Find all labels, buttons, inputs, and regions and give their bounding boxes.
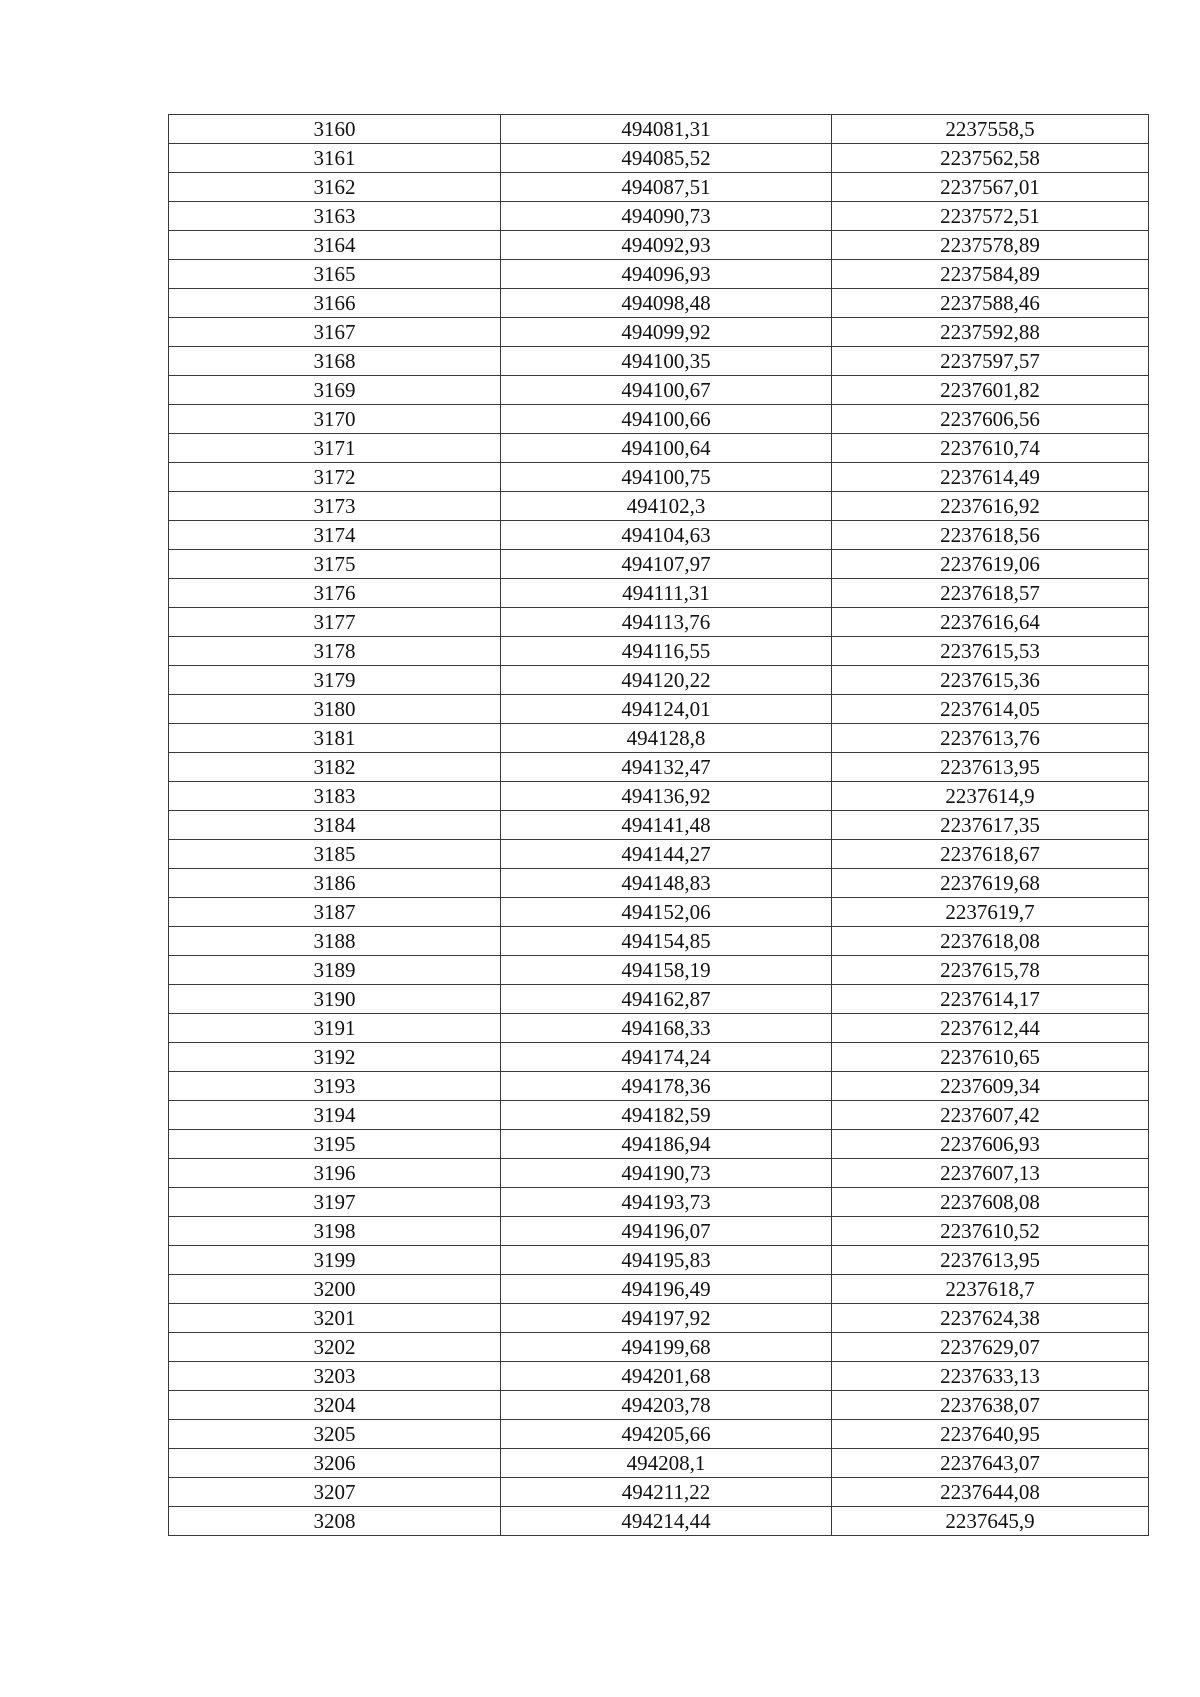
table-row <box>169 608 1149 637</box>
y-coordinate-cell: 2237610,65 <box>832 1043 1149 1072</box>
table-row <box>169 1507 1149 1536</box>
x-coordinate-cell: 494178,36 <box>501 1072 832 1101</box>
point-number-cell: 3164 <box>169 231 501 260</box>
table-row <box>169 637 1149 666</box>
y-coordinate-cell: 2237643,07 <box>832 1449 1149 1478</box>
y-coordinate-cell: 2237629,07 <box>832 1333 1149 1362</box>
point-number-cell: 3199 <box>169 1246 501 1275</box>
y-coordinate-cell: 2237619,06 <box>832 550 1149 579</box>
x-coordinate-cell: 494113,76 <box>501 608 832 637</box>
x-coordinate-cell: 494174,24 <box>501 1043 832 1072</box>
point-number-cell: 3172 <box>169 463 501 492</box>
x-coordinate-cell: 494120,22 <box>501 666 832 695</box>
x-coordinate-cell: 494124,01 <box>501 695 832 724</box>
x-coordinate-cell: 494197,92 <box>501 1304 832 1333</box>
point-number-cell: 3190 <box>169 985 501 1014</box>
table-row <box>169 202 1149 231</box>
y-coordinate-cell: 2237618,7 <box>832 1275 1149 1304</box>
point-number-cell: 3196 <box>169 1159 501 1188</box>
table-row <box>169 1478 1149 1507</box>
table-row <box>169 521 1149 550</box>
y-coordinate-cell: 2237601,82 <box>832 376 1149 405</box>
point-number-cell: 3184 <box>169 811 501 840</box>
table-row <box>169 463 1149 492</box>
point-number-cell: 3168 <box>169 347 501 376</box>
y-coordinate-cell: 2237578,89 <box>832 231 1149 260</box>
x-coordinate-cell: 494085,52 <box>501 144 832 173</box>
point-number-cell: 3191 <box>169 1014 501 1043</box>
y-coordinate-cell: 2237614,05 <box>832 695 1149 724</box>
x-coordinate-cell: 494141,48 <box>501 811 832 840</box>
table-row <box>169 869 1149 898</box>
point-number-cell: 3165 <box>169 260 501 289</box>
y-coordinate-cell: 2237597,57 <box>832 347 1149 376</box>
y-coordinate-cell: 2237644,08 <box>832 1478 1149 1507</box>
point-number-cell: 3173 <box>169 492 501 521</box>
x-coordinate-cell: 494201,68 <box>501 1362 832 1391</box>
table-row <box>169 1246 1149 1275</box>
table-row <box>169 724 1149 753</box>
x-coordinate-cell: 494081,31 <box>501 115 832 144</box>
table-row <box>169 173 1149 202</box>
x-coordinate-cell: 494100,67 <box>501 376 832 405</box>
point-number-cell: 3207 <box>169 1478 501 1507</box>
y-coordinate-cell: 2237584,89 <box>832 260 1149 289</box>
x-coordinate-cell: 494136,92 <box>501 782 832 811</box>
table-row <box>169 347 1149 376</box>
x-coordinate-cell: 494190,73 <box>501 1159 832 1188</box>
x-coordinate-cell: 494193,73 <box>501 1188 832 1217</box>
table-row <box>169 260 1149 289</box>
table-row <box>169 666 1149 695</box>
table-row <box>169 144 1149 173</box>
point-number-cell: 3195 <box>169 1130 501 1159</box>
y-coordinate-cell: 2237618,08 <box>832 927 1149 956</box>
table-row <box>169 695 1149 724</box>
x-coordinate-cell: 494107,97 <box>501 550 832 579</box>
y-coordinate-cell: 2237614,17 <box>832 985 1149 1014</box>
y-coordinate-cell: 2237607,42 <box>832 1101 1149 1130</box>
y-coordinate-cell: 2237615,53 <box>832 637 1149 666</box>
y-coordinate-cell: 2237618,67 <box>832 840 1149 869</box>
point-number-cell: 3193 <box>169 1072 501 1101</box>
point-number-cell: 3177 <box>169 608 501 637</box>
point-number-cell: 3194 <box>169 1101 501 1130</box>
x-coordinate-cell: 494168,33 <box>501 1014 832 1043</box>
point-number-cell: 3189 <box>169 956 501 985</box>
point-number-cell: 3161 <box>169 144 501 173</box>
x-coordinate-cell: 494102,3 <box>501 492 832 521</box>
x-coordinate-cell: 494205,66 <box>501 1420 832 1449</box>
y-coordinate-cell: 2237619,68 <box>832 869 1149 898</box>
point-number-cell: 3192 <box>169 1043 501 1072</box>
table-row <box>169 811 1149 840</box>
point-number-cell: 3205 <box>169 1420 501 1449</box>
x-coordinate-cell: 494096,93 <box>501 260 832 289</box>
x-coordinate-cell: 494144,27 <box>501 840 832 869</box>
y-coordinate-cell: 2237613,95 <box>832 753 1149 782</box>
y-coordinate-cell: 2237609,34 <box>832 1072 1149 1101</box>
point-number-cell: 3186 <box>169 869 501 898</box>
x-coordinate-cell: 494111,31 <box>501 579 832 608</box>
point-number-cell: 3197 <box>169 1188 501 1217</box>
x-coordinate-cell: 494090,73 <box>501 202 832 231</box>
x-coordinate-cell: 494092,93 <box>501 231 832 260</box>
x-coordinate-cell: 494099,92 <box>501 318 832 347</box>
point-number-cell: 3204 <box>169 1391 501 1420</box>
y-coordinate-cell: 2237633,13 <box>832 1362 1149 1391</box>
x-coordinate-cell: 494196,49 <box>501 1275 832 1304</box>
x-coordinate-cell: 494186,94 <box>501 1130 832 1159</box>
x-coordinate-cell: 494152,06 <box>501 898 832 927</box>
x-coordinate-cell: 494182,59 <box>501 1101 832 1130</box>
y-coordinate-cell: 2237558,5 <box>832 115 1149 144</box>
y-coordinate-cell: 2237612,44 <box>832 1014 1149 1043</box>
point-number-cell: 3175 <box>169 550 501 579</box>
y-coordinate-cell: 2237606,56 <box>832 405 1149 434</box>
y-coordinate-cell: 2237614,49 <box>832 463 1149 492</box>
x-coordinate-cell: 494100,64 <box>501 434 832 463</box>
x-coordinate-cell: 494195,83 <box>501 1246 832 1275</box>
y-coordinate-cell: 2237615,78 <box>832 956 1149 985</box>
point-number-cell: 3174 <box>169 521 501 550</box>
x-coordinate-cell: 494098,48 <box>501 289 832 318</box>
table-row <box>169 840 1149 869</box>
table-row <box>169 1420 1149 1449</box>
y-coordinate-cell: 2237614,9 <box>832 782 1149 811</box>
table-row <box>169 492 1149 521</box>
y-coordinate-cell: 2237618,57 <box>832 579 1149 608</box>
table-row <box>169 1275 1149 1304</box>
point-number-cell: 3202 <box>169 1333 501 1362</box>
table-row <box>169 1159 1149 1188</box>
x-coordinate-cell: 494100,35 <box>501 347 832 376</box>
table-row <box>169 1072 1149 1101</box>
x-coordinate-cell: 494211,22 <box>501 1478 832 1507</box>
table-row <box>169 550 1149 579</box>
y-coordinate-cell: 2237608,08 <box>832 1188 1149 1217</box>
y-coordinate-cell: 2237618,56 <box>832 521 1149 550</box>
table-row <box>169 1043 1149 1072</box>
table-row <box>169 1333 1149 1362</box>
point-number-cell: 3170 <box>169 405 501 434</box>
y-coordinate-cell: 2237572,51 <box>832 202 1149 231</box>
table-row <box>169 1391 1149 1420</box>
table-row <box>169 579 1149 608</box>
point-number-cell: 3203 <box>169 1362 501 1391</box>
point-number-cell: 3167 <box>169 318 501 347</box>
table-row <box>169 376 1149 405</box>
coordinates-table <box>168 114 1149 1536</box>
point-number-cell: 3169 <box>169 376 501 405</box>
x-coordinate-cell: 494203,78 <box>501 1391 832 1420</box>
table-row <box>169 1304 1149 1333</box>
table-row <box>169 115 1149 144</box>
point-number-cell: 3188 <box>169 927 501 956</box>
point-number-cell: 3208 <box>169 1507 501 1536</box>
x-coordinate-cell: 494162,87 <box>501 985 832 1014</box>
point-number-cell: 3179 <box>169 666 501 695</box>
point-number-cell: 3160 <box>169 115 501 144</box>
x-coordinate-cell: 494116,55 <box>501 637 832 666</box>
x-coordinate-cell: 494199,68 <box>501 1333 832 1362</box>
table-row <box>169 434 1149 463</box>
table-row <box>169 1362 1149 1391</box>
point-number-cell: 3180 <box>169 695 501 724</box>
y-coordinate-cell: 2237607,13 <box>832 1159 1149 1188</box>
y-coordinate-cell: 2237567,01 <box>832 173 1149 202</box>
table-row <box>169 985 1149 1014</box>
table-row <box>169 318 1149 347</box>
point-number-cell: 3178 <box>169 637 501 666</box>
y-coordinate-cell: 2237645,9 <box>832 1507 1149 1536</box>
x-coordinate-cell: 494100,66 <box>501 405 832 434</box>
point-number-cell: 3171 <box>169 434 501 463</box>
y-coordinate-cell: 2237638,07 <box>832 1391 1149 1420</box>
x-coordinate-cell: 494214,44 <box>501 1507 832 1536</box>
table-row <box>169 231 1149 260</box>
y-coordinate-cell: 2237613,95 <box>832 1246 1149 1275</box>
point-number-cell: 3198 <box>169 1217 501 1246</box>
y-coordinate-cell: 2237616,92 <box>832 492 1149 521</box>
table-row <box>169 753 1149 782</box>
table-row <box>169 289 1149 318</box>
point-number-cell: 3183 <box>169 782 501 811</box>
table-row <box>169 956 1149 985</box>
table-row <box>169 782 1149 811</box>
y-coordinate-cell: 2237619,7 <box>832 898 1149 927</box>
point-number-cell: 3206 <box>169 1449 501 1478</box>
table-row <box>169 927 1149 956</box>
x-coordinate-cell: 494208,1 <box>501 1449 832 1478</box>
x-coordinate-cell: 494100,75 <box>501 463 832 492</box>
x-coordinate-cell: 494132,47 <box>501 753 832 782</box>
y-coordinate-cell: 2237562,58 <box>832 144 1149 173</box>
y-coordinate-cell: 2237617,35 <box>832 811 1149 840</box>
point-number-cell: 3166 <box>169 289 501 318</box>
point-number-cell: 3187 <box>169 898 501 927</box>
x-coordinate-cell: 494196,07 <box>501 1217 832 1246</box>
point-number-cell: 3176 <box>169 579 501 608</box>
point-number-cell: 3162 <box>169 173 501 202</box>
point-number-cell: 3182 <box>169 753 501 782</box>
table-row <box>169 1449 1149 1478</box>
table-row <box>169 405 1149 434</box>
point-number-cell: 3200 <box>169 1275 501 1304</box>
y-coordinate-cell: 2237615,36 <box>832 666 1149 695</box>
y-coordinate-cell: 2237640,95 <box>832 1420 1149 1449</box>
y-coordinate-cell: 2237613,76 <box>832 724 1149 753</box>
coordinates-table-body <box>169 115 1149 1536</box>
y-coordinate-cell: 2237592,88 <box>832 318 1149 347</box>
x-coordinate-cell: 494104,63 <box>501 521 832 550</box>
table-row <box>169 1217 1149 1246</box>
y-coordinate-cell: 2237588,46 <box>832 289 1149 318</box>
table-row <box>169 1130 1149 1159</box>
table-row <box>169 1101 1149 1130</box>
table-row <box>169 1188 1149 1217</box>
y-coordinate-cell: 2237624,38 <box>832 1304 1149 1333</box>
x-coordinate-cell: 494128,8 <box>501 724 832 753</box>
table-row <box>169 898 1149 927</box>
point-number-cell: 3201 <box>169 1304 501 1333</box>
table-row <box>169 1014 1149 1043</box>
x-coordinate-cell: 494087,51 <box>501 173 832 202</box>
point-number-cell: 3185 <box>169 840 501 869</box>
point-number-cell: 3163 <box>169 202 501 231</box>
x-coordinate-cell: 494148,83 <box>501 869 832 898</box>
point-number-cell: 3181 <box>169 724 501 753</box>
y-coordinate-cell: 2237606,93 <box>832 1130 1149 1159</box>
y-coordinate-cell: 2237610,52 <box>832 1217 1149 1246</box>
y-coordinate-cell: 2237610,74 <box>832 434 1149 463</box>
y-coordinate-cell: 2237616,64 <box>832 608 1149 637</box>
x-coordinate-cell: 494154,85 <box>501 927 832 956</box>
x-coordinate-cell: 494158,19 <box>501 956 832 985</box>
